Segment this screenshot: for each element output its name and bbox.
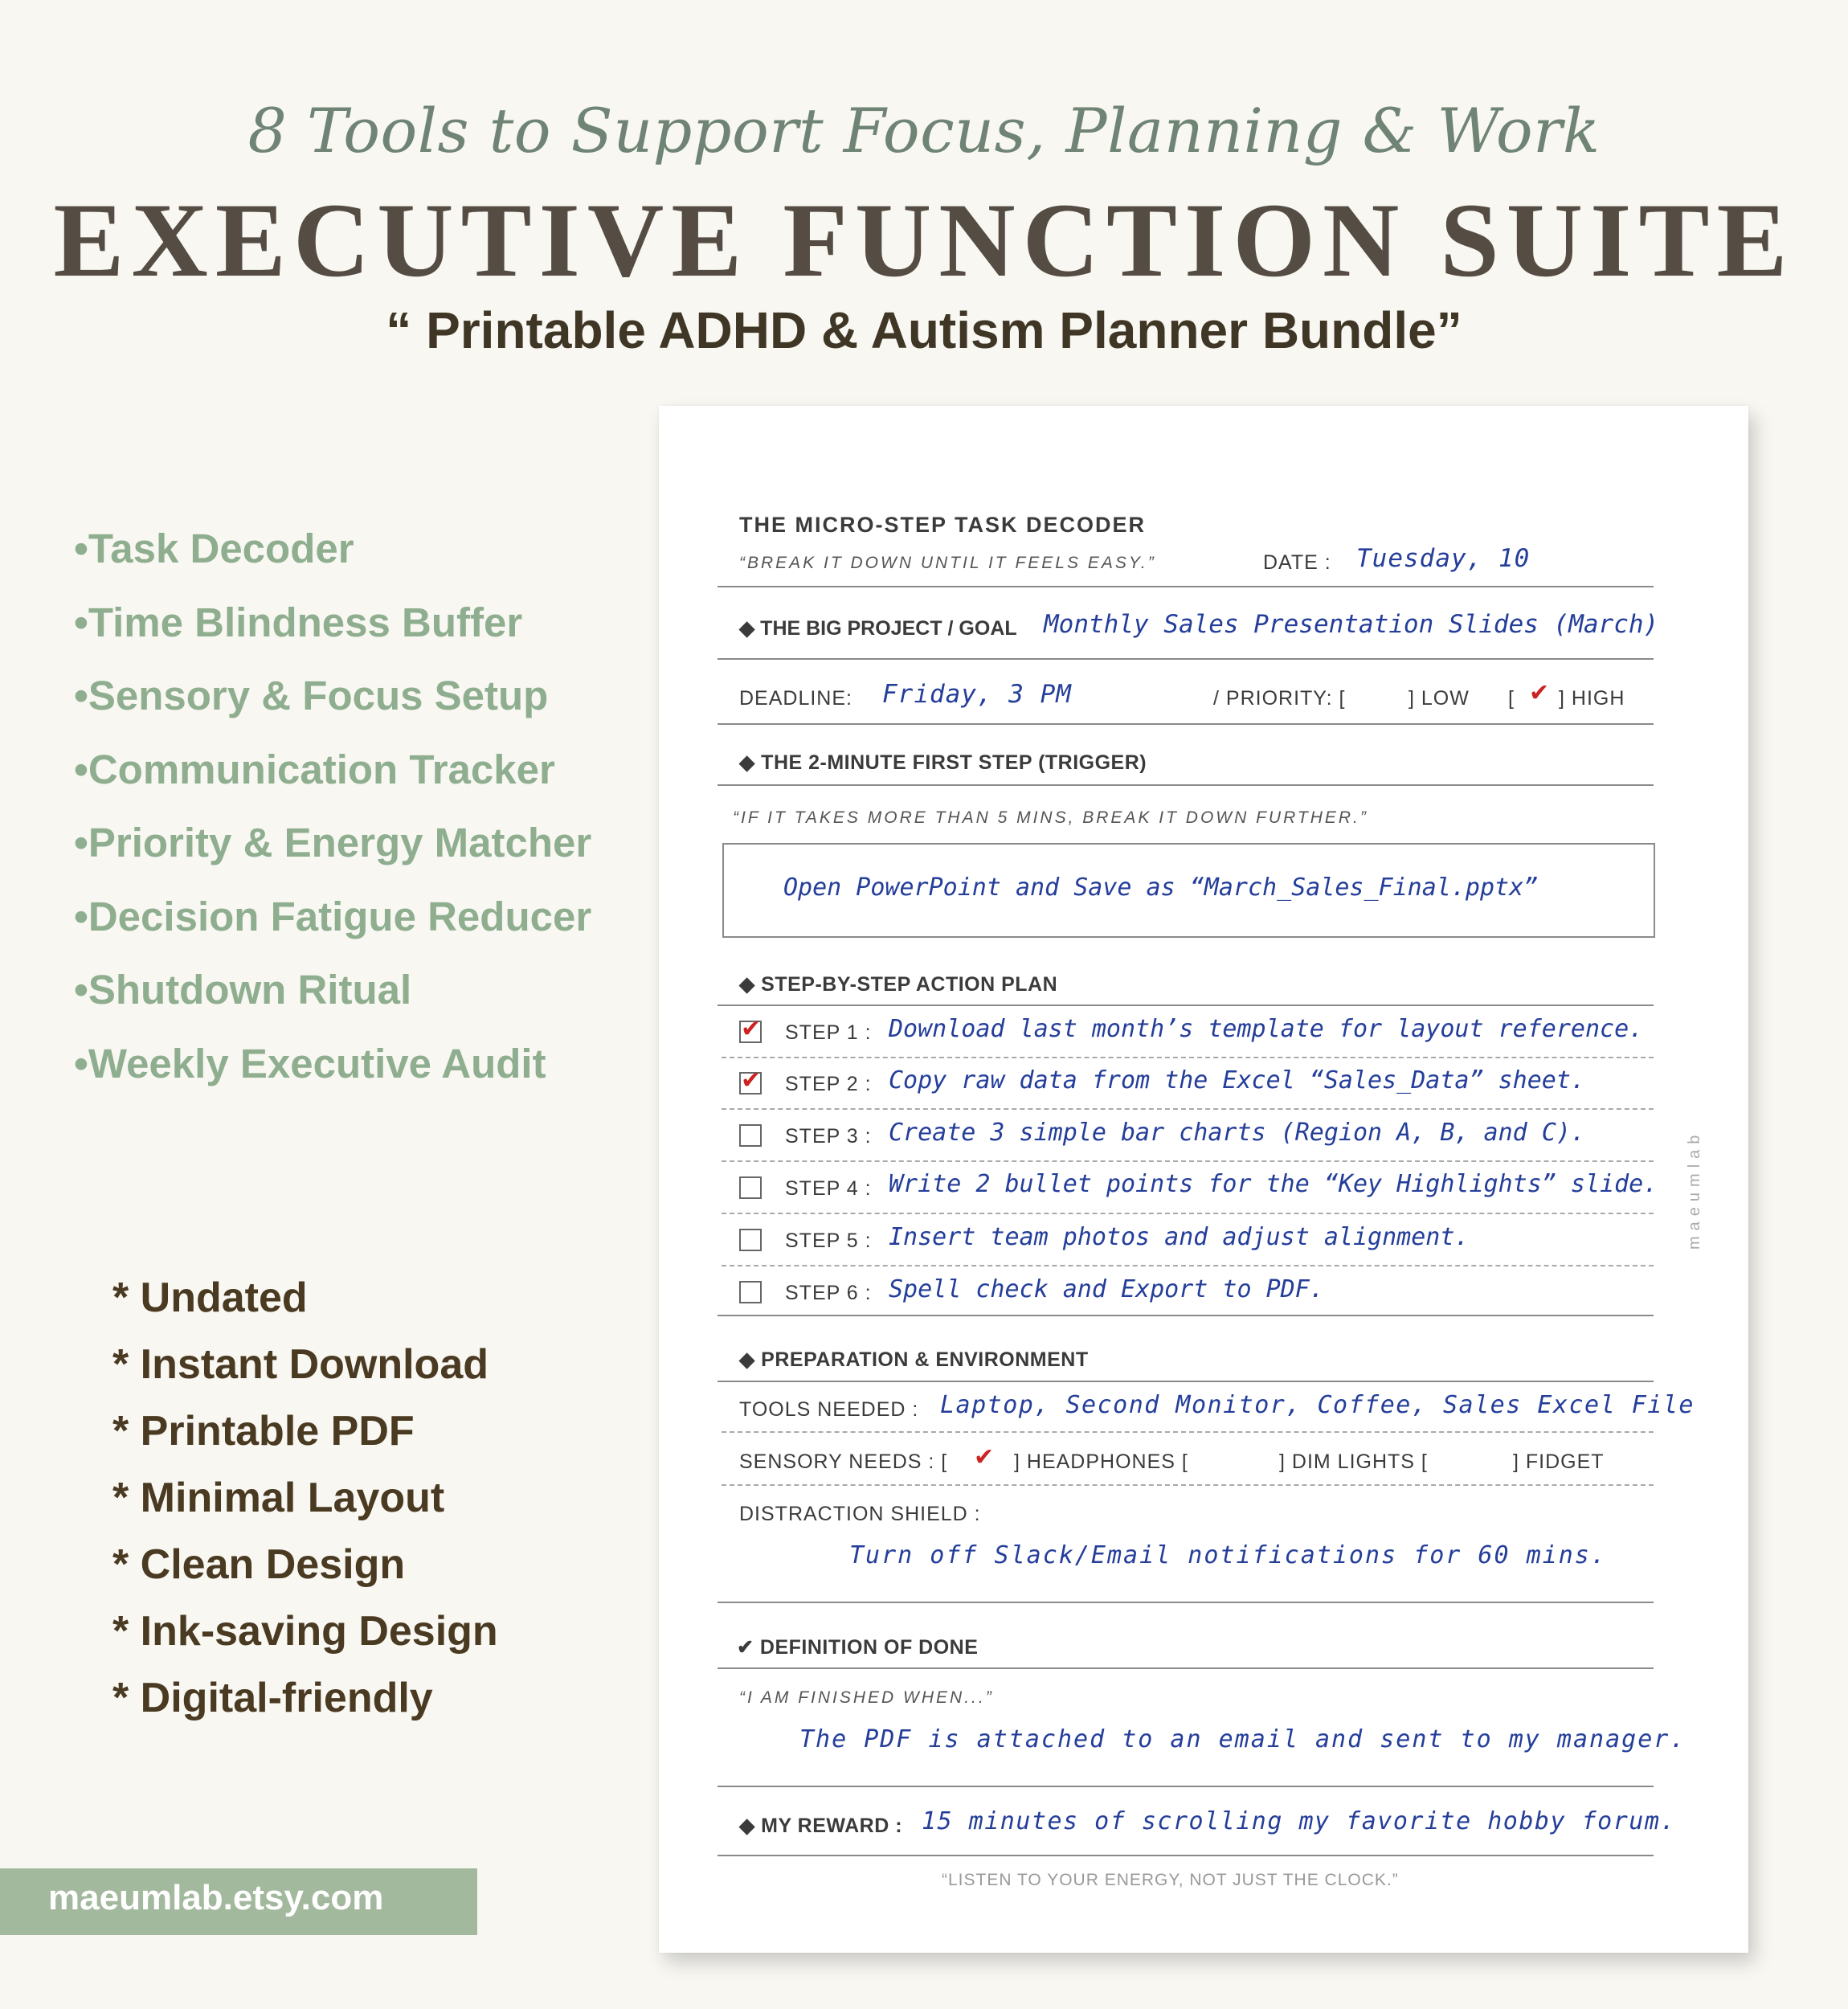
step-6-text: Spell check and Export to PDF.	[889, 1275, 1324, 1303]
divider	[718, 1004, 1654, 1006]
step-4-checkbox[interactable]	[739, 1176, 762, 1199]
feature-item: * Digital-friendly	[112, 1675, 433, 1721]
step-3-text: Create 3 simple bar charts (Region A, B, and C).	[889, 1119, 1585, 1147]
headphones-label: ] HEADPHONES [	[1014, 1450, 1188, 1473]
priority-high-check-icon: ✔	[1529, 679, 1550, 707]
step-2-label: STEP 2 :	[785, 1073, 872, 1095]
first-step-quote: “IF IT TAKES MORE THAN 5 MINS, BREAK IT DOWN FURTHER.”	[733, 808, 1368, 827]
priority-low-label: ] LOW	[1408, 687, 1470, 710]
priority-high-label: ] HIGH	[1559, 687, 1625, 710]
step-5-text: Insert team photos and adjust alignment.	[889, 1223, 1470, 1251]
plan-label: ◆ STEP-BY-STEP ACTION PLAN	[739, 973, 1058, 996]
tool-item: •Weekly Executive Audit	[74, 1040, 546, 1086]
divider	[718, 1786, 1654, 1787]
tool-item: •Time Blindness Buffer	[74, 599, 523, 645]
dashed-divider	[722, 1160, 1654, 1162]
distraction-value: Turn off Slack/Email notifications for 60 mins.	[849, 1541, 1607, 1569]
deadline-value: Friday, 3 PM	[882, 680, 1072, 709]
tool-item: •Priority & Energy Matcher	[74, 820, 592, 865]
divider	[718, 1381, 1654, 1382]
sensory-label: SENSORY NEEDS : [	[739, 1450, 948, 1473]
step-4-label: STEP 4 :	[785, 1177, 872, 1200]
check-icon: ✔	[741, 1015, 762, 1043]
divider	[718, 586, 1654, 587]
sheet-title: THE MICRO-STEP TASK DECODER	[739, 513, 1147, 537]
reward-label: ◆ MY REWARD :	[739, 1815, 903, 1837]
step-3-label: STEP 3 :	[785, 1125, 872, 1148]
first-step-label: ◆ THE 2-MINUTE FIRST STEP (TRIGGER)	[739, 751, 1147, 774]
tool-item: •Shutdown Ritual	[74, 967, 412, 1013]
divider	[718, 784, 1654, 786]
tool-item: •Decision Fatigue Reducer	[74, 893, 592, 939]
tool-item: •Sensory & Focus Setup	[74, 673, 549, 718]
dashed-divider	[722, 1057, 1654, 1058]
etsy-link[interactable]: maeumlab.etsy.com	[48, 1878, 384, 1917]
step-4-text: Write 2 bullet points for the “Key Highlights” slide.	[889, 1170, 1658, 1198]
tool-item: •Communication Tracker	[74, 746, 555, 792]
done-quote: “I AM FINISHED WHEN...”	[739, 1688, 994, 1707]
divider	[718, 1855, 1654, 1856]
done-value: The PDF is attached to an email and sent to my manager.	[799, 1725, 1687, 1753]
first-step-value: Open PowerPoint and Save as “March_Sales_Final.pptx”	[783, 874, 1539, 902]
prep-label: ◆ PREPARATION & ENVIRONMENT	[739, 1348, 1089, 1371]
divider	[718, 723, 1654, 725]
date-value: Tuesday, 10	[1356, 544, 1531, 573]
fidget-label: ] FIDGET	[1513, 1450, 1605, 1473]
dashed-divider	[722, 1108, 1654, 1110]
priority-high-bracket: [	[1508, 687, 1514, 710]
step-6-label: STEP 6 :	[785, 1282, 872, 1304]
feature-item: * Undated	[112, 1275, 308, 1321]
feature-item: * Clean Design	[112, 1541, 406, 1588]
feature-item: * Ink-saving Design	[112, 1608, 498, 1655]
tools-label: TOOLS NEEDED :	[739, 1398, 919, 1421]
page-title: EXECUTIVE FUNCTION SUITE	[53, 181, 1795, 299]
step-2-text: Copy raw data from the Excel “Sales_Data” sheet.	[889, 1066, 1585, 1095]
feature-item: * Printable PDF	[112, 1408, 415, 1455]
dashed-divider	[722, 1265, 1654, 1266]
page-subtitle: “ Printable ADHD & Autism Planner Bundle”	[386, 301, 1462, 359]
divider	[718, 1602, 1654, 1603]
step-5-checkbox[interactable]	[739, 1229, 762, 1251]
divider	[718, 1315, 1654, 1316]
step-6-checkbox[interactable]	[739, 1281, 762, 1303]
etsy-banner[interactable]	[0, 1868, 477, 1935]
planner-sheet	[659, 406, 1748, 1953]
step-3-checkbox[interactable]	[739, 1124, 762, 1147]
date-label: DATE :	[1263, 551, 1331, 574]
tagline: 8 Tools to Support Focus, Planning & Work	[247, 95, 1601, 166]
dim-lights-label: ] DIM LIGHTS [	[1279, 1450, 1428, 1473]
project-label: ◆ THE BIG PROJECT / GOAL	[739, 617, 1017, 640]
footer-quote: “LISTEN TO YOUR ENERGY, NOT JUST THE CLOCK.”	[942, 1871, 1399, 1889]
done-label: ✔ DEFINITION OF DONE	[737, 1636, 979, 1659]
feature-item: * Instant Download	[112, 1341, 489, 1388]
divider	[718, 1667, 1654, 1669]
distraction-label: DISTRACTION SHIELD :	[739, 1503, 981, 1525]
dashed-divider	[722, 1484, 1654, 1486]
reward-value: 15 minutes of scrolling my favorite hobby forum.	[922, 1807, 1676, 1835]
headphones-check-icon: ✔	[974, 1443, 995, 1471]
feature-list	[112, 1270, 498, 1737]
step-1-text: Download last month’s template for layout reference.	[889, 1015, 1644, 1043]
brand-watermark: maeumlab	[1686, 1129, 1703, 1250]
check-icon: ✔	[741, 1066, 762, 1095]
sheet-quote: “BREAK IT DOWN UNTIL IT FEELS EASY.”	[739, 554, 1156, 572]
tool-item: •Task Decoder	[74, 526, 354, 571]
priority-label: / PRIORITY: [	[1213, 687, 1346, 710]
dashed-divider	[722, 1213, 1654, 1214]
tools-value: Laptop, Second Monitor, Coffee, Sales Excel File	[940, 1391, 1695, 1419]
deadline-label: DEADLINE:	[739, 687, 852, 710]
step-1-label: STEP 1 :	[785, 1021, 872, 1044]
dashed-divider	[722, 1431, 1654, 1433]
tool-list	[74, 521, 591, 1109]
feature-item: * Minimal Layout	[112, 1475, 445, 1521]
divider	[718, 658, 1654, 660]
step-5-label: STEP 5 :	[785, 1230, 872, 1252]
project-value: Monthly Sales Presentation Slides (March)	[1044, 610, 1659, 639]
